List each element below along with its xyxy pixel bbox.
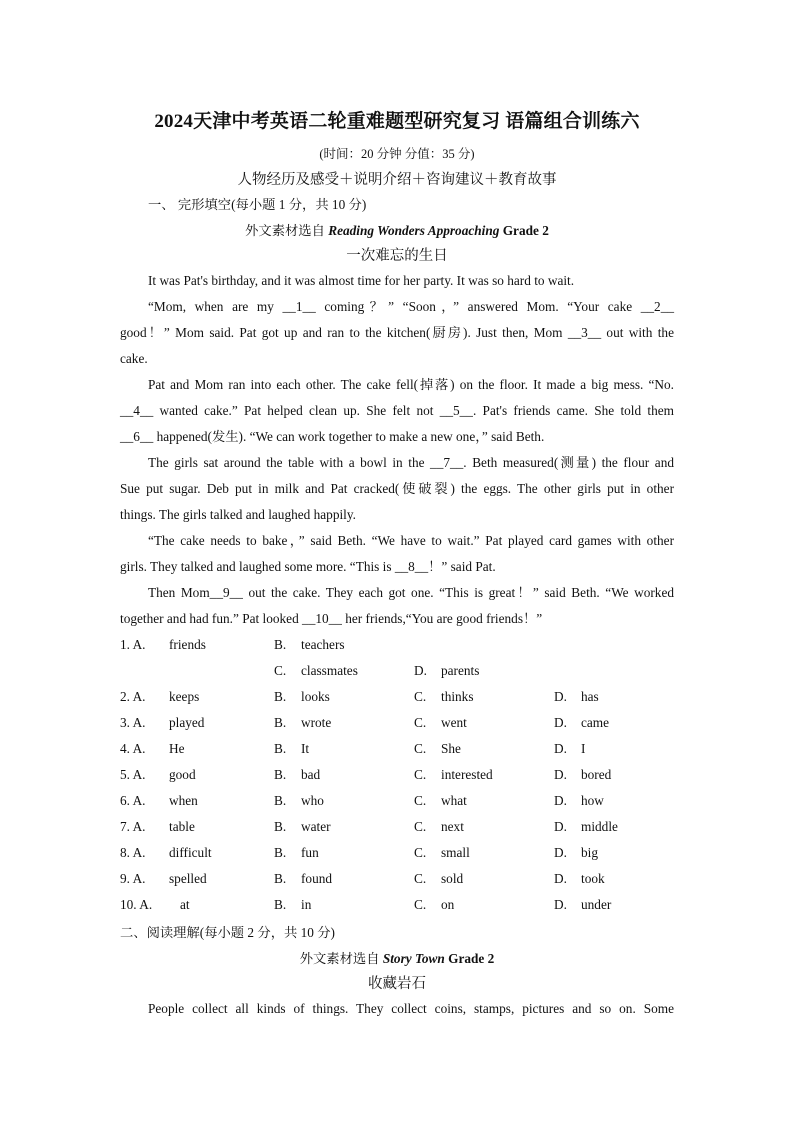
passage-line: It was Pat's birthday, and it was almost time for her party. It was so hard to wait. <box>148 273 575 288</box>
option-row-q1 <box>120 632 680 658</box>
question-number: 9. A. <box>120 871 146 886</box>
passage-line: girls. They talked and laughed some more. “This is __8__！” said Pat. <box>120 559 496 574</box>
option-c-letter: C. <box>414 845 427 860</box>
time-score-info: (时间：20 分钟 分值：35 分) <box>319 147 475 161</box>
section2-heading: 二、阅读理解(每小题 2 分，共 10 分) <box>120 925 335 940</box>
answer-options <box>120 632 680 918</box>
option-a: good <box>169 767 196 782</box>
passage-line: good！” Mom said. Pat got up and ran to the kitchen(厨房). Just then, Mom __3__ out with the <box>120 325 674 340</box>
option-a: table <box>169 819 195 834</box>
reading-passage <box>120 996 674 1022</box>
option-c-letter: C. <box>414 741 427 756</box>
option-row-q4 <box>120 736 680 762</box>
option-d-letter: D. <box>554 741 567 756</box>
option-d-letter: D. <box>554 845 567 860</box>
section1-heading: 一、 完形填空(每小题 1 分，共 10 分) <box>148 197 367 212</box>
option-b-letter: B. <box>274 689 287 704</box>
question-number: 7. A. <box>120 819 146 834</box>
passage-line: People collect all kinds of things. They collect coins, stamps, pictures and so on. Some <box>148 1001 674 1016</box>
option-b-letter: B. <box>274 871 287 886</box>
option-d-letter: D. <box>554 871 567 886</box>
option-b-letter: B. <box>274 767 287 782</box>
option-d-letter: D. <box>554 689 567 704</box>
passage-line: cake. <box>120 351 148 366</box>
option-row-q5 <box>120 762 680 788</box>
option-c-letter: C. <box>414 793 427 808</box>
option-d: bored <box>581 767 612 782</box>
option-d-letter: D. <box>554 715 567 730</box>
question-number: 6. A. <box>120 793 146 808</box>
option-c: what <box>441 793 467 808</box>
source-book-title: Story Town <box>382 951 445 966</box>
passage-line: __4__ wanted cake.” Pat helped clean up. She felt not __5__. Pat's friends came. She told them <box>120 403 674 418</box>
option-b: who <box>301 793 324 808</box>
option-d-letter: D. <box>554 819 567 834</box>
option-b: water <box>301 819 331 834</box>
option-d-letter: D. <box>554 897 567 912</box>
option-d: middle <box>581 819 618 834</box>
question-number: 4. A. <box>120 741 146 756</box>
option-a: when <box>169 793 198 808</box>
option-d-letter: D. <box>554 793 567 808</box>
option-a: at <box>180 897 190 912</box>
passage-line: __6__ happened(发生). “We can work together to make a new one，” said Beth. <box>120 429 545 444</box>
option-d-letter: D. <box>414 663 427 678</box>
option-c-letter: C. <box>414 871 427 886</box>
topic-list: 人物经历及感受＋说明介绍＋咨询建议＋教育故事 <box>237 172 557 188</box>
option-b-letter: B. <box>274 819 287 834</box>
option-c-letter: C. <box>414 715 427 730</box>
option-a: spelled <box>169 871 207 886</box>
option-row-q2 <box>120 684 680 710</box>
option-c-letter: C. <box>274 663 287 678</box>
option-row-q6 <box>120 788 680 814</box>
option-row-q10 <box>120 892 680 918</box>
option-row-q3 <box>120 710 680 736</box>
cloze-passage <box>120 268 674 632</box>
source-book-title: Reading Wonders Approaching <box>328 223 500 238</box>
option-b: found <box>301 871 333 886</box>
section1-source: 外文素材选自 Reading Wonders Approaching Grade 2 <box>245 223 549 238</box>
option-a: difficult <box>169 845 212 860</box>
option-c: sold <box>441 871 464 886</box>
option-a: He <box>169 741 185 756</box>
option-b-letter: B. <box>274 741 287 756</box>
option-c-letter: C. <box>414 897 427 912</box>
option-b-letter: B. <box>274 637 287 652</box>
page-title: 2024天津中考英语二轮重难题型研究复习 语篇组合训练六 <box>154 111 640 132</box>
option-d: has <box>581 689 599 704</box>
option-b: teachers <box>301 637 345 652</box>
option-c: next <box>441 819 464 834</box>
question-number: 2. A. <box>120 689 146 704</box>
story1-title: 一次难忘的生日 <box>346 248 448 264</box>
question-number: 5. A. <box>120 767 146 782</box>
option-b-letter: B. <box>274 845 287 860</box>
option-c: went <box>441 715 467 730</box>
passage-line: Pat and Mom ran into each other. The cake fell(掉落) on the floor. It made a big mess. “No. <box>148 377 674 392</box>
option-c-letter: C. <box>414 767 427 782</box>
section2-source: 外文素材选自 Story Town Grade 2 <box>299 951 495 966</box>
option-row-q7 <box>120 814 680 840</box>
option-b: in <box>301 897 312 912</box>
option-d: I <box>581 741 586 756</box>
option-d: took <box>581 871 605 886</box>
story2-title: 收藏岩石 <box>368 976 426 992</box>
passage-line: “The cake needs to bake，” said Beth. “We have to wait.” Pat played card games with other <box>148 533 674 548</box>
option-b: bad <box>301 767 321 782</box>
passage-line: “Mom, when are my __1__ coming？” “Soon，” answered Mom. “Your cake __2__ <box>148 299 674 314</box>
option-d: how <box>581 793 604 808</box>
question-number: 10. A. <box>120 897 153 912</box>
option-row-q1-cont <box>120 658 680 684</box>
option-a: friends <box>169 637 206 652</box>
option-c: She <box>441 741 461 756</box>
option-d-letter: D. <box>554 767 567 782</box>
option-b: fun <box>301 845 319 860</box>
option-b-letter: B. <box>274 793 287 808</box>
question-number: 1. A. <box>120 637 146 652</box>
option-b: looks <box>301 689 330 704</box>
option-c: interested <box>441 767 493 782</box>
option-a: played <box>169 715 205 730</box>
passage-line: Then Mom__9__ out the cake. They each got one. “This is great！” said Beth. “We worked <box>148 585 674 600</box>
option-c: classmates <box>301 663 358 678</box>
option-c: small <box>441 845 470 860</box>
option-row-q9 <box>120 866 680 892</box>
passage-line: things. The girls talked and laughed happily. <box>120 507 356 522</box>
option-a: keeps <box>169 689 200 704</box>
passage-line: The girls sat around the table with a bowl in the __7__. Beth measured(测量) the flour and <box>148 455 674 470</box>
passage-line: Sue put sugar. Deb put in milk and Pat cracked(使破裂) the eggs. The other girls put in other <box>120 481 674 496</box>
option-c-letter: C. <box>414 689 427 704</box>
option-c: on <box>441 897 455 912</box>
option-c: thinks <box>441 689 474 704</box>
option-row-q8 <box>120 840 680 866</box>
option-c-letter: C. <box>414 819 427 834</box>
passage-line: together and had fun.” Pat looked __10__ her friends,“You are good friends！” <box>120 611 543 626</box>
option-d: under <box>581 897 612 912</box>
option-b-letter: B. <box>274 897 287 912</box>
option-d: came <box>581 715 610 730</box>
option-d: big <box>581 845 598 860</box>
option-b-letter: B. <box>274 715 287 730</box>
option-b: It <box>301 741 310 756</box>
option-b: wrote <box>301 715 332 730</box>
option-d: parents <box>441 663 480 678</box>
question-number: 8. A. <box>120 845 146 860</box>
question-number: 3. A. <box>120 715 146 730</box>
